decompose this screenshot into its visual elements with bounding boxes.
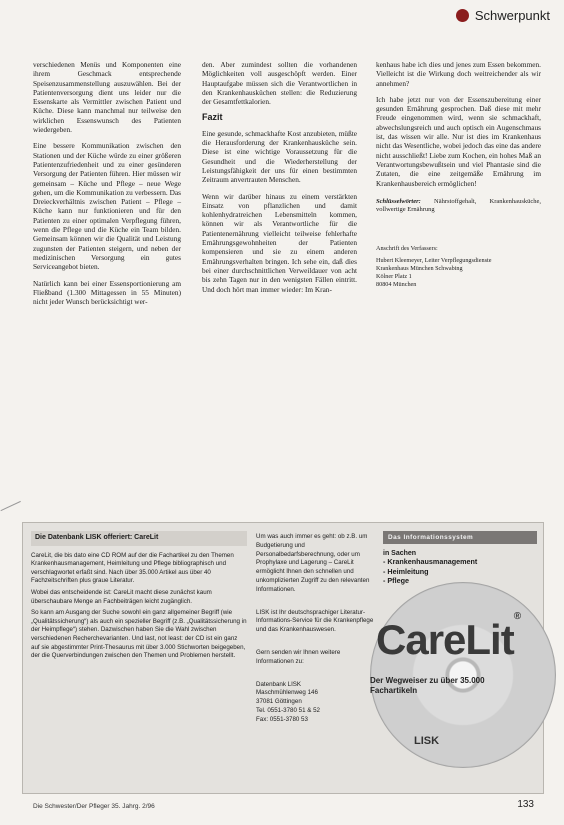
ad-paragraph: Wobei das entscheidende ist: CareLit macht diese zunächst kaum überschaubare Menge an Fachbeiträgen leicht zugänglich.: [31, 588, 212, 605]
journal-footer: Die Schwester/Der Pfleger 35. Jahrg. 2/96: [33, 803, 155, 810]
section-heading-fazit: Fazit: [202, 112, 223, 123]
paragraph: Wenn wir darüber hinaus zu einem verstärkten Einsatz von pflanzlichen und damit kohlenhydratreichen Lebensmitteln kommen, können wir als Verantwortliche für die Patientenernährung vielleicht teilweise fehlerhafte Ernährungsgewohnheiten der Patienten kompensieren und sie zu einem anderen Ernährungsverhalten bringen. Ich sehe ein, daß dies bei einer durchschnittlichen Verweildauer von acht bis zehn Tagen nur in den wenigsten Fällen eintritt. Und doch hört man immer wieder: Im Kran-: [202, 191, 357, 294]
ad-paragraph: Um was auch immer es geht: ob z.B. um Budgetierung und Personalbedarfsberechnung, oder um Prophylaxe und Lagerung – CareLit ermöglicht Ihnen den schnellen und unkomplizierten Zugriff zu den relevanten Informationen.: [256, 533, 370, 593]
paragraph: Eine gesunde, schmackhafte Kost anzubieten, müßte die Herausforderung der Krankenhausküche sein. Diese ist eine wichtige Voraussetzung für die Gesundheit und die Wiederherstellung der Leistungsfähigkeit der uns für einen bestimmten Zeitraum anvertrauten Menschen.: [202, 128, 357, 185]
address-line: Datenbank LISK: [256, 680, 302, 688]
paragraph: kenhaus habe ich dies und jenes zum Essen bekommen. Vielleicht ist die Wirkung doch weitreichender als wir annehmen?: [376, 60, 541, 88]
ad-title: Die Datenbank LISK offeriert: CareLit: [31, 531, 247, 546]
logo-text: CareLit: [376, 616, 514, 663]
author-title: Anschrift des Verfassers:: [376, 244, 438, 252]
margin-mark: [0, 501, 25, 521]
article-column-2: [202, 60, 357, 301]
topic-item: - Heimleitung: [383, 567, 537, 577]
keywords-text: Nährstoffgehalt, Krankenhausküche, vollwertige Ernährung: [376, 197, 541, 214]
ad-paragraph: So kann am Ausgang der Suche sowohl ein ganz allgemeiner Begriff (wie „Qualitätssicherung“) als auch ein spezieller Begriff (z.B. „Qualitätssicherung in der Heimpflege“) stehen. Dazwischen haben Sie die Wahl zwischen verschiedenen Recherchevarianten. Und last, not least: der CD ist ein ganz auf sie abgestimmter Print-Thesaurus mit über 3.000 Stichworten beigegeben, der die Querverbindungen zwischen den Themen und Problemen herstellt.: [31, 609, 247, 660]
ad-column-2: [256, 533, 378, 725]
paragraph: Ich habe jetzt nur von der Essenszubereitung einer gesunden Ernährung gesprochen. Daß diese mit mehr Freude eingenommen wird, wenn sie schmackhaft, abwechslungsreich und auch optisch ein Augenschmaus ist, das wissen wir alle. Nur ist dies im Krankenhaus nicht das Wesentliche, wobei jedoch das eine das andere nicht ausschließt! Liebe zum Kochen, ein hohes Maß an Verantwortungsbewußtsein und viel Phantasie sind die Zutaten, die eine zeitgemäße Ernährung im Krankenhausbereich ermöglichen!: [376, 94, 541, 188]
topic-item: - Pflege: [383, 576, 537, 586]
keywords-label: Schlüsselwörter:: [376, 197, 421, 205]
section-dot-icon: [456, 9, 469, 22]
paragraph: den. Aber zumindest sollten die vorhandenen Möglichkeiten voll ausgeschöpft werden. Einer Hauptaufgabe müssen sich die Verantwortlichen in den Krankenhausküchen stellen: die Reduzierung der Gesamtfettkalorien.: [202, 60, 357, 107]
author-address: [376, 245, 541, 290]
paragraph: verschiedenen Menüs und Komponenten eine ihrem Geschmack entsprechende Speisenzusammenstellung auszuwählen. Bei der Patientenversorgung dient uns leider nur die Essenskarte als Vermittler zwischen Patient und Küche. Diese kann manchmal nur teilweise den wirklichen Essenswunsch des Patienten wiedergeben.: [33, 60, 181, 135]
keywords: [376, 198, 541, 215]
author-line: Kölner Platz 1: [376, 273, 412, 281]
address-line: Tel. 0551-3780 51 & 52: [256, 706, 320, 714]
section-header: [456, 8, 550, 23]
address-line: Maschmühlenweg 146: [256, 689, 318, 697]
carelit-logo: [376, 611, 521, 664]
registered-mark: ®: [513, 611, 521, 622]
section-label: Schwerpunkt: [474, 8, 550, 23]
ad-tagline: Der Wegweiser zu über 35.000 Fachartikeln: [370, 676, 485, 695]
author-line: Hubert Kleemeyer, Leiter Verpflegungsdienste: [376, 256, 492, 264]
ad-paragraph: LISK ist Ihr deutschsprachiger Literatur-Informations-Service für die Krankenpflege und das Krankenhauswesen.: [256, 608, 374, 634]
article-column-3: [376, 60, 541, 290]
in-sachen-label: in Sachen: [383, 550, 417, 557]
address-line: Fax: 0551-3780 53: [256, 715, 308, 723]
lisk-logo: LISK: [414, 735, 440, 747]
ad-column-1: [31, 531, 247, 664]
ad-address: [256, 681, 378, 725]
address-line: 37081 Göttingen: [256, 698, 302, 706]
paragraph: Natürlich kann bei einer Essensportionierung am Fließband (1.300 Mittagessen in 55 Minuten) nicht jeder Wunsch berücksichtigt wer-: [33, 278, 181, 307]
ad-paragraph: Gern senden wir Ihnen weitere Informationen zu:: [256, 648, 341, 665]
ad-column-3: [383, 531, 537, 586]
cd-rom-icon: [370, 582, 556, 768]
author-line: Krankenhaus München Schwabing: [376, 265, 463, 273]
ad-paragraph: CareLit, die bis dato eine CD ROM auf der die Fachartikel zu den Themen Krankenhausmanagement, Heimleitung und Pflege bibliographisch und verschlagwortet erfaßt sind. Nach über 35.000 Artikel aus über 40 Fachzeitschriften plus graue Literatur.: [31, 551, 234, 585]
page-number: 133: [517, 799, 534, 810]
author-line: 80804 München: [376, 281, 417, 289]
paragraph: Eine bessere Kommunikation zwischen den Stationen und der Küche würde zu einer größeren Patientenzufriedenheit und zu einer gesünderen Versorgung der Patienten führen. Hier müssen wir gemeinsam – Küche und Pflege – neue Wege gehen, um die Kommunikation zu verbessern. Das Dreieckverhältnis zwischen Patient – Pflege – Küche kann nur funktionieren und für den Patienten zu einer optimalen Verpflegung führen, wenn die Pflege und die Küche ein Team bilden. Gemeinsam können wir die Qualität und Leistung zugunsten der Patienten steigern, und neben der medizinischen Versorgung ein gutes Serviceangebot bieten.: [33, 141, 181, 272]
article-column-1: [33, 60, 181, 313]
topic-item: - Krankenhausmanagement: [383, 557, 537, 567]
system-banner: Das Informationssystem: [383, 531, 537, 544]
